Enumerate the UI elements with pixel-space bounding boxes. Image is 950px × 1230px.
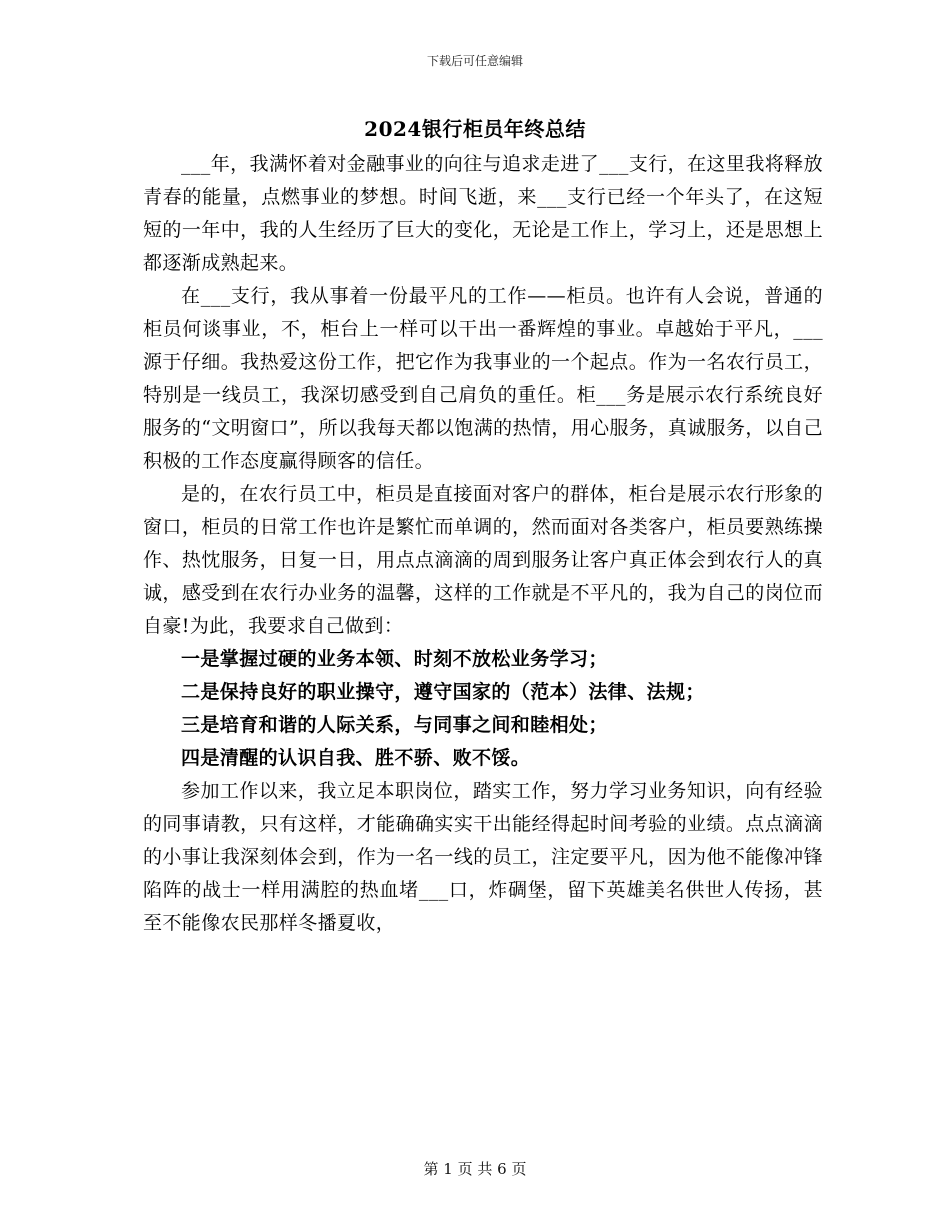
paragraph-teller-work: 在___支行，我从事着一份最平凡的工作——柜员。也许有人会说，普通的柜员何谈事业，不，柜台上一样可以干出一番辉煌的事业。卓越始于平凡，___源于仔细。我热爱这份工作，把它作为我事业的一个起点。作为一名农行员工，特别是一线员工，我深切感受到自己肩负的重任。柜___务是展示农行系统良好服务的“文明窗口”，所以我每天都以饱满的热情，用心服务，真诚服务，以自己积极的工作态度赢得顾客的信任。 <box>143 285 823 472</box>
page-number-indicator: 第 1 页 共 6 页 <box>423 1160 527 1178</box>
paragraph-teller-role: 是的，在农行员工中，柜员是直接面对客户的群体，柜台是展示农行形象的窗口，柜员的日常工作也许是繁忙而单调的，然而面对各类客户，柜员要熟练操作、热忱服务，日复一日，用点点滴滴的周到服务让客户真正体会到农行人的真诚，感受到在农行办业务的温馨，这样的工作就是不平凡的，我为自己的岗位而自豪!为此，我要求自己做到： <box>143 483 823 637</box>
point-item-2: 二是保持良好的职业操守，遵守国家的（范本）法律、法规； <box>181 681 705 703</box>
page-header-note: 下载后可任意编辑 <box>426 54 523 68</box>
point-item-4: 四是清醒的认识自我、胜不骄、败不馁。 <box>181 747 531 769</box>
point-item-3: 三是培育和谐的人际关系，与同事之间和睦相处； <box>181 714 608 736</box>
page-title: 2024银行柜员年终总结 <box>364 117 586 141</box>
paragraph-closing: 参加工作以来，我立足本职岗位，踏实工作，努力学习业务知识，向有经验的同事请教，只有这样，才能确确实实干出能经得起时间考验的业绩。点点滴滴的小事让我深刻体会到，作为一名一线的员工，注定要平凡，因为他不能像冲锋陷阵的战士一样用满腔的热血堵___口，炸碉堡，留下英雄美名供世人传扬，甚至不能像农民那样冬播夏收， <box>143 780 823 934</box>
paragraph-intro: ___年，我满怀着对金融事业的向往与追求走进了___支行，在这里我将释放青春的能量，点燃事业的梦想。时间飞逝，来___支行已经一个年头了，在这短短的一年中，我的人生经历了巨大的变化，无论是工作上，学习上，还是思想上都逐渐成熟起来。 <box>143 153 823 274</box>
point-item-1: 一是掌握过硬的业务本领、时刻不放松业务学习； <box>181 648 608 670</box>
document-body <box>143 148 823 940</box>
